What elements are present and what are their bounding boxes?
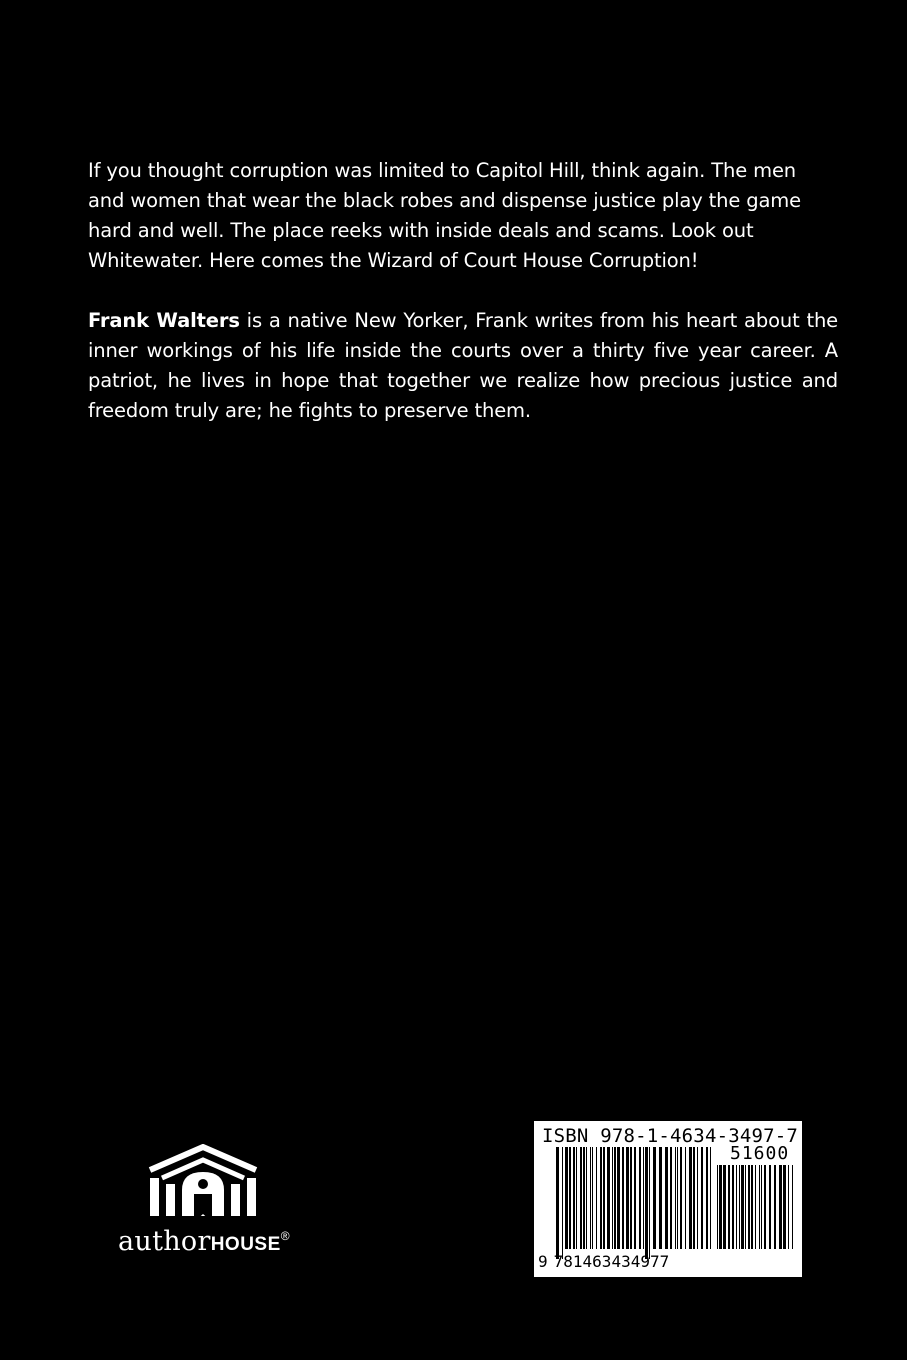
main-barcode-bars xyxy=(556,1147,716,1259)
publisher-name-upper: HOUSE xyxy=(210,1234,281,1255)
author-bio xyxy=(88,306,838,426)
house-with-bookmark-icon xyxy=(148,1144,258,1224)
isbn-label: ISBN 978-1-4634-3497-7 xyxy=(542,1125,799,1147)
registered-mark: ® xyxy=(280,1229,290,1243)
barcode-number: 781463434977 xyxy=(553,1252,670,1271)
publisher-logo xyxy=(112,1140,302,1270)
barcode-digits xyxy=(538,1252,669,1271)
isbn-barcode xyxy=(534,1121,802,1277)
back-cover-blurb: If you thought corruption was limited to Capitol Hill, think again. The men and women that wear the black robes and dispense justice play the game hard and well. The place reeks with inside deals and scams. Look out Whitewater. Here comes the Wizard of Court House Corruption! xyxy=(88,159,801,272)
author-bio-text: is a native New Yorker, Frank writes from his heart about the inner workings of his life inside the courts over a thirty five year career. A patriot, he lives in hope that together we realize how precious justice and freedom truly are; he fights to preserve them. xyxy=(88,309,838,422)
barcode-lead-digit: 9 xyxy=(538,1252,548,1271)
addon-barcode-bars xyxy=(717,1165,795,1259)
publisher-name-lower: author xyxy=(118,1226,211,1257)
price-code: 51600 xyxy=(730,1143,790,1164)
author-name: Frank Walters xyxy=(88,309,240,332)
publisher-name xyxy=(118,1226,290,1257)
